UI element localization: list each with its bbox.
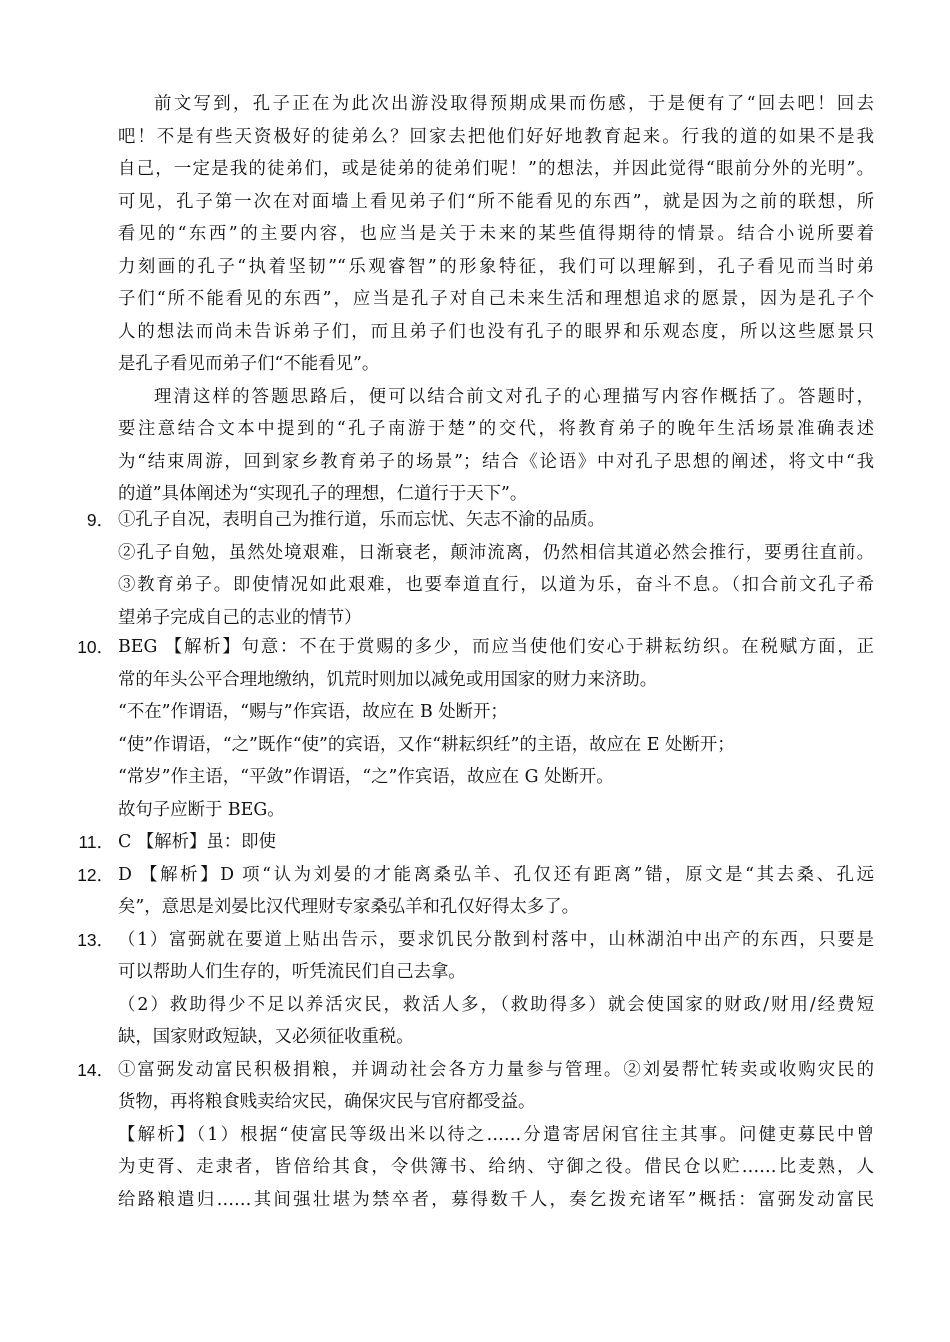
- answer-line: 给路粮遣归……其间强壮堪为禁卒者，募得数千人，奏乞拨充诸军”概括：富弼发动富民: [118, 1190, 874, 1210]
- question-number: 14．: [77, 1060, 114, 1080]
- answer-line: ②孔子自勉，虽然处境艰难，日渐衰老，颠沛流离，仍然相信其道必然会推行，要勇往直前。: [118, 543, 874, 563]
- paragraph-1-line: 子们“所不能看见的东西”，应当是孔子对自己未来生活和理想追求的愿景，因为是孔子个: [118, 289, 874, 309]
- answer-line: “使”作谓语，“之”既作“使”的宾语，又作“耕耘织纴”的主语，故应在 E 处断开；: [118, 735, 735, 755]
- answer-line: 为吏胥、走隶者，皆倍给其食，令供簿书、给纳、守御之役。借民仓以贮……比麦熟，人: [118, 1157, 874, 1177]
- answer-line: 矣”，意思是刘晏比汉代理财专家桑弘羊和孔仅好得太多了。: [118, 897, 580, 917]
- answer-line: 货物，再将粮食贱卖给灾民，确保灾民与官府都受益。: [118, 1092, 536, 1112]
- question-number: 10．: [77, 637, 114, 657]
- paragraph-2-line: 的道”具体阐述为“实现孔子的理想，仁道行于天下”。: [118, 484, 528, 504]
- answer-line: ①富弼发动富民积极捐粮，并调动社会各方力量参与管理。②刘晏帮忙转卖或收购灾民的: [118, 1060, 874, 1080]
- paragraph-1-line: 吧！不是有些天资极好的徒弟么？回家去把他们好好地教育起来。行我的道的如果不是我: [118, 127, 874, 147]
- question-number: 13．: [77, 930, 114, 950]
- paragraph-1-line: 可见，孔子第一次在对面墙上看见弟子们“所不能看见的东西”，就是因为之前的联想，所: [118, 192, 874, 212]
- answer-line: 缺，国家财政短缺，又必须征收重税。: [118, 1027, 414, 1047]
- paragraph-2-line: 要注意结合文本中提到的“孔子南游于楚”的交代，将教育弟子的晚年生活场景准确表述: [118, 419, 874, 439]
- answer-line: C 【解析】虽：即使: [118, 832, 276, 852]
- question-number: 11．: [78, 832, 114, 852]
- paragraph-1-line: 人的想法而尚未告诉弟子们，而且弟子们也没有孔子的眼界和乐观态度，所以这些愿景只: [118, 322, 874, 342]
- question-number: 9．: [86, 510, 114, 530]
- question-number: 12．: [77, 865, 114, 885]
- answer-line: 【解析】（1）根据“使富民等级出米以待之……分遣寄居闲官往主其事。问健吏募民中曾: [118, 1125, 874, 1145]
- paragraph-1-line: 力刻画的孔子“执着坚韧”“乐观睿智”的形象特征，我们可以理解到，孔子看见而当时弟: [118, 257, 874, 277]
- answer-line: “不在”作谓语，“赐与”作宾语，故应在 B 处断开；: [118, 702, 508, 722]
- answer-line: 可以帮助人们生存的，听凭流民们自己去拿。: [118, 962, 466, 982]
- answer-line: （2）救助得少不足以养活灾民，救活人多，（救助得多）就会使国家的财政/财用/经费短: [118, 995, 874, 1015]
- answer-line: 故句子应断于 BEG。: [118, 800, 285, 820]
- answer-line: 常的年头公平合理地缴纳，饥荒时则加以减免或用国家的财力来济助。: [118, 670, 658, 690]
- paragraph-1-line: 是孔子看见而弟子们“不能看见”。: [118, 354, 380, 374]
- answer-line: BEG 【解析】句意：不在于赏赐的多少，而应当使他们安心于耕耘纺织。在税赋方面，正: [118, 637, 874, 657]
- answer-line: ①孔子自况，表明自己为推行道，乐而忘忧、矢志不渝的品质。: [118, 510, 605, 530]
- answer-line: D 【解析】D 项“认为刘晏的才能离桑弘羊、孔仅还有距离”错，原文是“其去桑、孔远: [118, 865, 874, 885]
- paragraph-1-line: 前文写到，孔子正在为此次出游没取得预期成果而伤感，于是便有了“回去吧！回去: [154, 94, 874, 114]
- paragraph-1-line: 看见的“东西”的主要内容，也应当是关于未来的某些值得期待的情景。结合小说所要着: [118, 224, 874, 244]
- answer-line: “常岁”作主语，“平敛”作谓语，“之”作宾语，故应在 G 处断开。: [118, 767, 614, 787]
- paragraph-2-line: 理清这样的答题思路后，便可以结合前文对孔子的心理描写内容作概括了。答题时，: [154, 387, 874, 407]
- answer-line: ③教育弟子。即使情况如此艰难，也要奉道直行，以道为乐，奋斗不息。（扣合前文孔子希: [118, 575, 874, 595]
- answer-line: 望弟子完成自己的志业的情节）: [118, 608, 362, 628]
- paragraph-2-line: 为“结束周游，回到家乡教育弟子的场景”；结合《论语》中对孔子思想的阐述，将文中“我: [118, 452, 874, 472]
- paragraph-1-line: 自己，一定是我的徒弟们，或是徒弟的徒弟们呢！”的想法，并因此觉得“眼前分外的光明”。: [118, 159, 874, 179]
- answer-line: （1）富弼就在要道上贴出告示，要求饥民分散到村落中，山林湖泊中出产的东西，只要是: [118, 930, 874, 950]
